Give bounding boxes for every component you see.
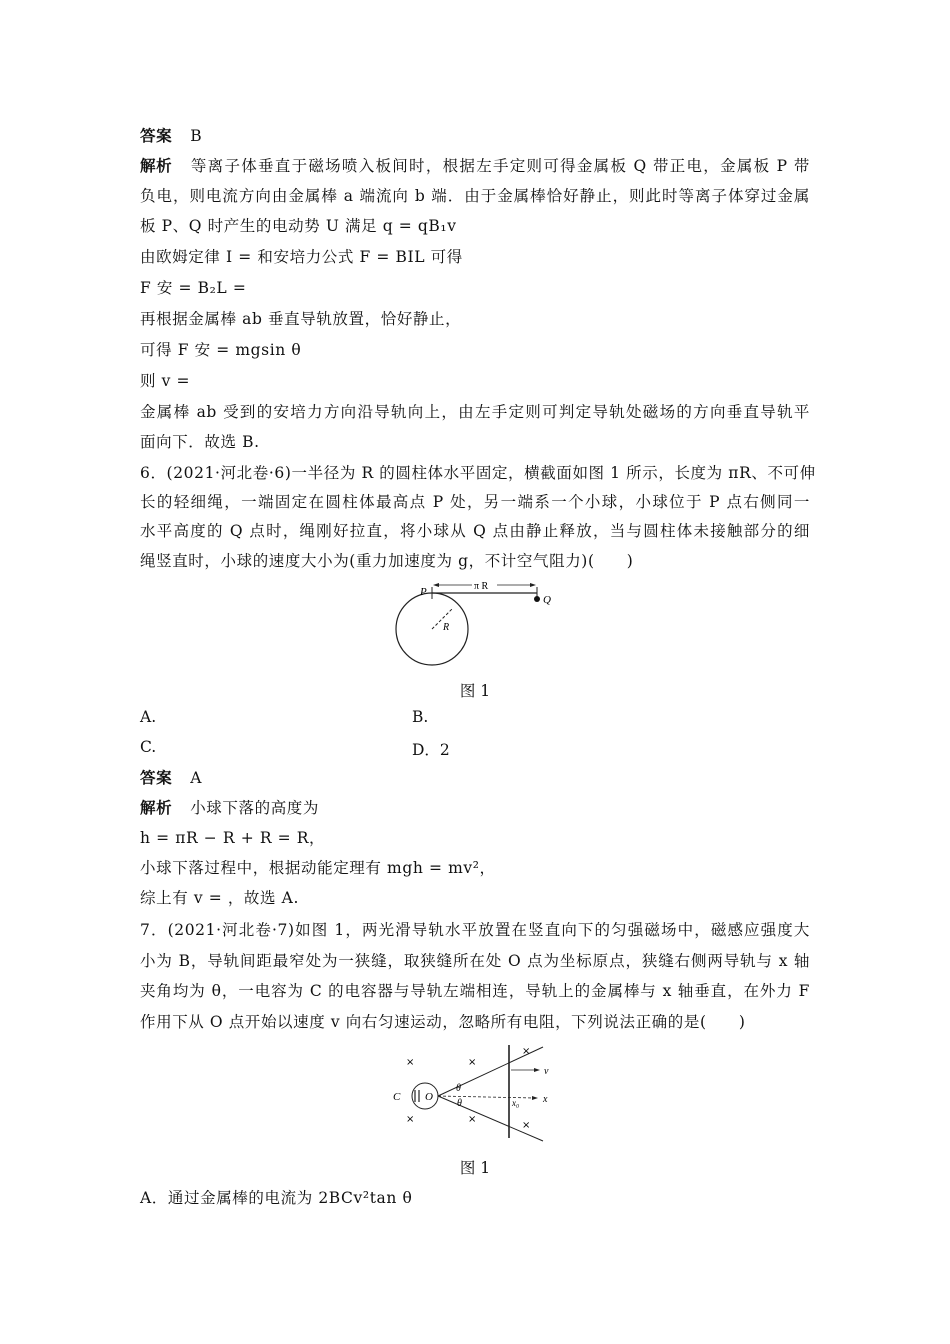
field-cross-icon: ×	[468, 1057, 477, 1068]
field-cross-icon: ×	[406, 1114, 415, 1125]
q6-analysis-line-1	[140, 798, 810, 818]
q7-stem-line-3: 夹角均为 θ，一电容为 C 的电容器与导轨左端相连，导轨上的金属棒与 x 轴垂直，在外力 F	[140, 982, 810, 1000]
q7-stem-line-2: 小为 B，导轨间距最窄处为一狭缝，取狭缝所在处 O 点为坐标原点，狭缝右侧两导轨与 x 轴	[140, 952, 810, 970]
q5-analysis-line-8: 则 v =	[140, 372, 191, 390]
q6-analysis-line-3: 小球下落过程中，根据动能定理有 mgh = mv²，	[140, 859, 496, 877]
q7-figure	[385, 1040, 565, 1145]
label-pi-r: π R	[474, 581, 489, 592]
q6-option-c[interactable]: C.	[140, 738, 157, 756]
label-theta-lower: θ	[457, 1098, 462, 1109]
q5-analysis-line-2: 负电，则电流方向由金属棒 a 端流向 b 端．由于金属棒恰好静止，则此时等离子体穿过金属	[140, 187, 810, 205]
answer-value: B	[190, 127, 203, 145]
field-cross-icon: ×	[468, 1114, 477, 1125]
q5-analysis-line-1	[140, 156, 810, 176]
label-x: x	[543, 1094, 548, 1105]
label-r: R	[443, 622, 450, 633]
field-cross-icon: ×	[406, 1057, 415, 1068]
q5-analysis-line-5: F 安 = B₂L =	[140, 279, 247, 297]
q6-analysis-line-2: h = πR − R + R = R，	[140, 829, 326, 847]
q5-analysis-line-4: 由欧姆定律 I = 和安培力公式 F = BIL 可得	[140, 248, 463, 266]
q6-stem-line-1: 6．(2021·河北卷·6)一半径为 R 的圆柱体水平固定，横截面如图 1 所示，长度为 πR、不可伸	[140, 464, 816, 482]
label-c: C	[393, 1091, 401, 1103]
q5-analysis-line-9: 金属棒 ab 受到的安培力方向沿导轨向上，由左手定则可判定导轨处磁场的方向垂直导轨平	[140, 403, 810, 421]
q6-option-d[interactable]: D．2	[412, 741, 450, 759]
field-cross-icon: ×	[522, 1046, 531, 1057]
q6-figure-caption: 图 1	[459, 682, 491, 700]
arrow-head-right-icon	[530, 583, 536, 587]
arrow-head-left-icon	[433, 583, 439, 587]
label-x0: x₀	[512, 1098, 520, 1108]
q7-option-a[interactable]: A．通过金属棒的电流为 2BCv²tan θ	[140, 1189, 413, 1207]
analysis-label: 解析	[140, 799, 173, 817]
q5-analysis-line-7: 可得 F 安 = mgsin θ	[140, 341, 302, 359]
q6-answer-line	[140, 768, 810, 788]
ball	[534, 596, 540, 602]
q6-option-b[interactable]: B.	[412, 708, 429, 726]
text: 等离子体垂直于磁场喷入板间时，根据左手定则可得金属板 Q 带正电，金属板 P 带	[190, 157, 810, 175]
q5-answer-line	[140, 126, 810, 146]
label-q: Q	[543, 594, 551, 606]
label-v: v	[544, 1066, 549, 1077]
label-p: P	[420, 586, 427, 598]
answer-label: 答案	[140, 127, 173, 145]
velocity-arrow-head-icon	[534, 1068, 540, 1072]
answer-label: 答案	[140, 769, 173, 787]
q6-stem-line-4: 绳竖直时，小球的速度大小为(重力加速度为 g，不计空气阻力)( )	[140, 552, 634, 570]
text: 小球下落的高度为	[190, 799, 320, 817]
x-axis-line	[438, 1096, 535, 1098]
label-theta-upper: θ	[456, 1083, 461, 1094]
q6-analysis-line-4: 综上有 v = ，故选 A.	[140, 889, 299, 907]
q7-stem-line-1: 7．(2021·河北卷·7)如图 1，两光滑导轨水平放置在竖直向下的匀强磁场中，磁感应强度大	[140, 921, 810, 939]
analysis-label: 解析	[140, 157, 173, 175]
q5-analysis-line-10: 面向下．故选 B.	[140, 433, 260, 451]
field-cross-icon: ×	[522, 1120, 531, 1131]
label-o: O	[425, 1091, 433, 1103]
q6-stem-line-2: 长的轻细绳，一端固定在圆柱体最高点 P 处，另一端系一个小球，小球位于 P 点右侧同一	[140, 493, 810, 511]
q6-option-a[interactable]: A.	[140, 708, 157, 726]
q6-stem-line-3: 水平高度的 Q 点时，绳刚好拉直，将小球从 Q 点由静止释放，当与圆柱体未接触部分的细	[140, 522, 810, 540]
q7-figure-caption: 图 1	[459, 1159, 491, 1177]
x-axis-arrow-icon	[532, 1096, 538, 1100]
q6-figure	[380, 580, 580, 670]
q5-analysis-line-6: 再根据金属棒 ab 垂直导轨放置，恰好静止，	[140, 310, 462, 328]
q5-analysis-line-3: 板 P、Q 时产生的电动势 U 满足 q = qB₁v	[140, 217, 457, 235]
answer-value: A	[190, 769, 202, 787]
rail-lower	[438, 1096, 543, 1141]
q7-stem-line-4: 作用下从 O 点开始以速度 v 向右匀速运动，忽略所有电阻，下列说法正确的是( )	[140, 1013, 746, 1031]
